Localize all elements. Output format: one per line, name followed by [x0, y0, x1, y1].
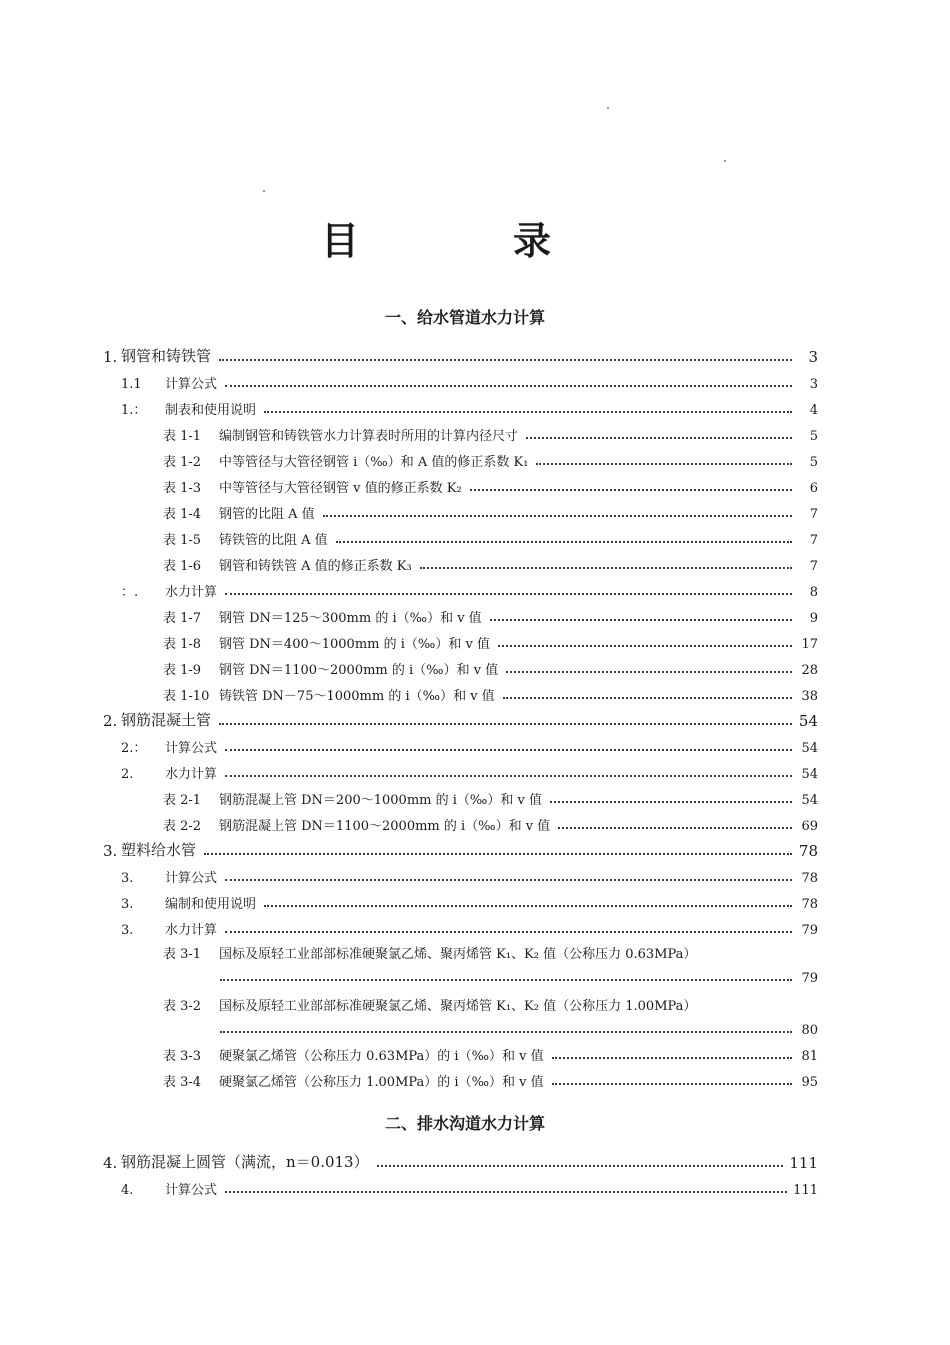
page-title: 目 录 — [320, 219, 609, 263]
toc-entry-label: 计算公式 — [165, 377, 218, 392]
toc-entry-label: 国标及原轻工业部部标准硬聚氯乙烯、聚丙烯管 K₁、K₂ 值（公称压力 1.00MPa） — [219, 999, 697, 1014]
dot-leader — [526, 437, 792, 439]
toc-entry-number: 3. — [103, 842, 118, 860]
dot-leader — [536, 463, 792, 465]
dot-leader — [225, 385, 792, 387]
toc-entry-page: 17 — [801, 637, 818, 652]
toc-entry-label: 中等管径与大管径钢管 v 值的修正系数 K₂ — [219, 481, 462, 496]
toc-entry-label: 钢筋混凝上管 DN＝200～1000mm 的 i（‰）和 v 值 — [219, 793, 542, 808]
toc-entry-page: 54 — [798, 712, 818, 730]
toc-entry-number: 表 2-1 — [163, 793, 202, 808]
toc-entry-page: 81 — [801, 1049, 818, 1064]
toc-entry-page: 78 — [798, 842, 818, 860]
toc-entry-page: 5 — [809, 455, 818, 470]
toc-entry-number: 2.： — [121, 741, 147, 756]
section-title-water-supply: 一、给水管道水力计算 — [384, 308, 545, 327]
dot-leader — [225, 1191, 787, 1193]
dot-leader — [336, 541, 792, 543]
toc-entry-number: 表 1-5 — [163, 533, 202, 548]
toc-entry-page: 69 — [801, 819, 818, 834]
toc-entry-label: 塑料给水管 — [121, 841, 197, 859]
toc-entry-label: 钢筋混凝上圆管（满流，n＝0.013） — [121, 1153, 369, 1171]
toc-entry-label: 钢筋混凝上管 DN＝1100～2000mm 的 i（‰）和 v 值 — [219, 819, 551, 834]
toc-entry-label: 水力计算 — [165, 923, 218, 938]
dot-leader — [558, 827, 792, 829]
dot-leader — [552, 1057, 792, 1059]
toc-entry-table-1-6[interactable] — [163, 554, 818, 574]
dot-leader — [220, 1031, 792, 1033]
toc-entry-number: 4. — [121, 1183, 134, 1198]
toc-entry-number: 表 1-8 — [163, 637, 202, 652]
dot-leader — [219, 359, 792, 361]
toc-entry-label: 钢管 DN＝1100～2000mm 的 i（‰）和 v 值 — [219, 663, 499, 678]
toc-entry-page: 3 — [809, 377, 818, 392]
toc-entry-table-2-1[interactable] — [163, 788, 818, 808]
toc-entry-number: 3. — [121, 923, 134, 938]
toc-entry-number: 表 3-2 — [163, 999, 202, 1014]
toc-entry-page: 78 — [801, 897, 818, 912]
toc-entry-page: 8 — [809, 585, 818, 600]
toc-entry-page: 79 — [801, 923, 818, 938]
dot-leader — [550, 801, 792, 803]
toc-entry-page: 7 — [809, 533, 818, 548]
dot-leader — [420, 567, 792, 569]
toc-entry-table-3-1[interactable] — [163, 942, 818, 962]
toc-entry-table-1-7[interactable] — [163, 606, 818, 626]
toc-entry-number: 表 3-3 — [163, 1049, 202, 1064]
dot-leader — [220, 979, 792, 981]
toc-entry-3-2[interactable] — [121, 892, 818, 912]
toc-entry-label: 计算公式 — [165, 741, 218, 756]
toc-entry-table-3-3[interactable] — [163, 1044, 818, 1064]
dot-leader — [225, 749, 792, 751]
dot-leader — [225, 931, 792, 933]
toc-entry-label: 硬聚氯乙烯管（公称压力 1.00MPa）的 i（‰）和 v 值 — [219, 1075, 544, 1090]
dot-leader — [470, 489, 792, 491]
toc-entry-label: 中等管径与大管径钢管 i（‰）和 A 值的修正系数 K₁ — [219, 455, 529, 470]
toc-entry-label: 铸铁管的比阻 A 值 — [219, 533, 328, 548]
toc-entry-table-1-1[interactable] — [163, 424, 818, 444]
toc-entry-table-1-2[interactable] — [163, 450, 818, 470]
toc-entry-page: 7 — [809, 507, 818, 522]
toc-entry-number: 表 1-9 — [163, 663, 202, 678]
toc-entry-number: 表 1-2 — [163, 455, 202, 470]
toc-entry-table-3-2-leader-line[interactable] — [220, 1018, 818, 1038]
toc-entry-label: 水力计算 — [165, 585, 218, 600]
toc-entry-number: 表 1-4 — [163, 507, 202, 522]
dot-leader — [503, 697, 792, 699]
toc-entry-label: 硬聚氯乙烯管（公称压力 0.63MPa）的 i（‰）和 v 值 — [219, 1049, 544, 1064]
toc-entry-label: 钢管和铸铁管 — [121, 347, 212, 365]
toc-entry-number: 表 1-7 — [163, 611, 202, 626]
toc-entry-number: 表 1-6 — [163, 559, 202, 574]
toc-entry-label: 编制和使用说明 — [165, 897, 257, 912]
toc-entry-page: 111 — [789, 1154, 818, 1172]
toc-entry-number: 1. — [103, 348, 118, 366]
toc-entry-number: 3. — [121, 897, 134, 912]
toc-entry-chapter-1[interactable] — [103, 346, 818, 366]
toc-entry-label: 计算公式 — [165, 871, 218, 886]
toc-entry-3-3[interactable] — [121, 918, 818, 938]
toc-entry-2-1[interactable] — [121, 736, 818, 756]
toc-entry-page: 79 — [801, 971, 818, 986]
toc-entry-table-1-9[interactable] — [163, 658, 818, 678]
toc-entry-number: 表 3-4 — [163, 1075, 202, 1090]
toc-entry-table-3-2[interactable] — [163, 994, 818, 1014]
dot-leader — [490, 619, 792, 621]
toc-entry-page: 6 — [809, 481, 818, 496]
toc-entry-number: 4. — [103, 1154, 118, 1172]
toc-entry-number: 表 3-1 — [163, 947, 202, 962]
toc-entry-number: 2. — [121, 767, 134, 782]
dot-leader — [506, 671, 792, 673]
toc-entry-table-1-10[interactable] — [163, 684, 818, 704]
scan-speck — [724, 160, 726, 162]
toc-entry-page: 111 — [793, 1183, 818, 1198]
toc-entry-label: 钢管的比阻 A 值 — [219, 507, 315, 522]
toc-entry-page: 54 — [801, 741, 818, 756]
dot-leader — [323, 515, 792, 517]
toc-entry-label: 编制钢管和铸铁管水力计算表时所用的计算内径尺寸 — [219, 429, 519, 444]
dot-leader — [552, 1083, 792, 1085]
toc-entry-page: 54 — [801, 793, 818, 808]
toc-entry-label: 制表和使用说明 — [165, 403, 257, 418]
toc-entry-table-3-4[interactable] — [163, 1070, 818, 1090]
dot-leader — [225, 593, 792, 595]
dot-leader — [264, 411, 792, 413]
toc-entry-label: 钢管和铸铁管 A 值的修正系数 K₃ — [219, 559, 412, 574]
toc-entry-1-1[interactable] — [121, 372, 818, 392]
toc-entry-number: 表 1-3 — [163, 481, 202, 496]
toc-entry-page: 3 — [808, 348, 818, 366]
dot-leader — [264, 905, 792, 907]
toc-entry-4-1[interactable] — [121, 1178, 818, 1198]
toc-entry-number: 表 1-10 — [163, 689, 210, 704]
toc-entry-page: 7 — [809, 559, 818, 574]
dot-leader — [377, 1165, 784, 1167]
toc-entry-chapter-4[interactable] — [103, 1152, 818, 1172]
toc-entry-table-1-5[interactable] — [163, 528, 818, 548]
toc-entry-label: 铸铁管 DN－75～1000mm 的 i（‰）和 v 值 — [219, 689, 495, 704]
toc-entry-page: 4 — [809, 403, 818, 418]
toc-entry-label: 钢管 DN＝125～300mm 的 i（‰）和 v 值 — [219, 611, 482, 626]
dot-leader — [225, 879, 792, 881]
toc-entry-2-2[interactable] — [121, 762, 818, 782]
toc-entry-1-2[interactable] — [121, 398, 818, 418]
dot-leader — [225, 775, 792, 777]
toc-entry-page: 54 — [801, 767, 818, 782]
toc-entry-label: 计算公式 — [165, 1183, 218, 1198]
toc-entry-label: 国标及原轻工业部部标准硬聚氯乙烯、聚丙烯管 K₁、K₂ 值（公称压力 0.63MPa） — [219, 947, 697, 962]
toc-entry-page: 95 — [801, 1075, 818, 1090]
toc-entry-number: ：. — [121, 585, 139, 600]
scan-speck — [607, 107, 609, 109]
toc-entry-number: 1.1 — [121, 377, 142, 392]
toc-entry-label: 钢筋混凝土管 — [121, 711, 212, 729]
toc-entry-page: 9 — [809, 611, 818, 626]
toc-entry-table-1-8[interactable] — [163, 632, 818, 652]
toc-entry-page: 78 — [801, 871, 818, 886]
toc-entry-1-3[interactable] — [121, 580, 818, 600]
toc-entry-label: 钢管 DN＝400～1000mm 的 i（‰）和 v 值 — [219, 637, 490, 652]
toc-entry-number: 表 1-1 — [163, 429, 202, 444]
dot-leader — [498, 645, 792, 647]
dot-leader — [204, 853, 792, 855]
toc-entry-page: 38 — [801, 689, 818, 704]
toc-entry-page: 80 — [801, 1023, 818, 1038]
toc-entry-table-1-4[interactable] — [163, 502, 818, 522]
toc-entry-chapter-3[interactable] — [103, 840, 818, 860]
toc-entry-page: 28 — [801, 663, 818, 678]
toc-entry-3-1[interactable] — [121, 866, 818, 886]
dot-leader — [219, 723, 792, 725]
toc-entry-number: 2. — [103, 712, 118, 730]
toc-entry-table-3-1-leader-line[interactable] — [220, 966, 818, 986]
toc-entry-chapter-2[interactable] — [103, 710, 818, 730]
section-title-drainage: 二、排水沟道水力计算 — [384, 1114, 545, 1133]
toc-entry-page: 5 — [809, 429, 818, 444]
toc-entry-label: 水力计算 — [165, 767, 218, 782]
toc-entry-number: 表 2-2 — [163, 819, 202, 834]
scan-speck — [263, 190, 265, 192]
toc-entry-number: 1.： — [121, 403, 147, 418]
toc-entry-table-1-3[interactable] — [163, 476, 818, 496]
toc-entry-table-2-2[interactable] — [163, 814, 818, 834]
toc-entry-number: 3. — [121, 871, 134, 886]
